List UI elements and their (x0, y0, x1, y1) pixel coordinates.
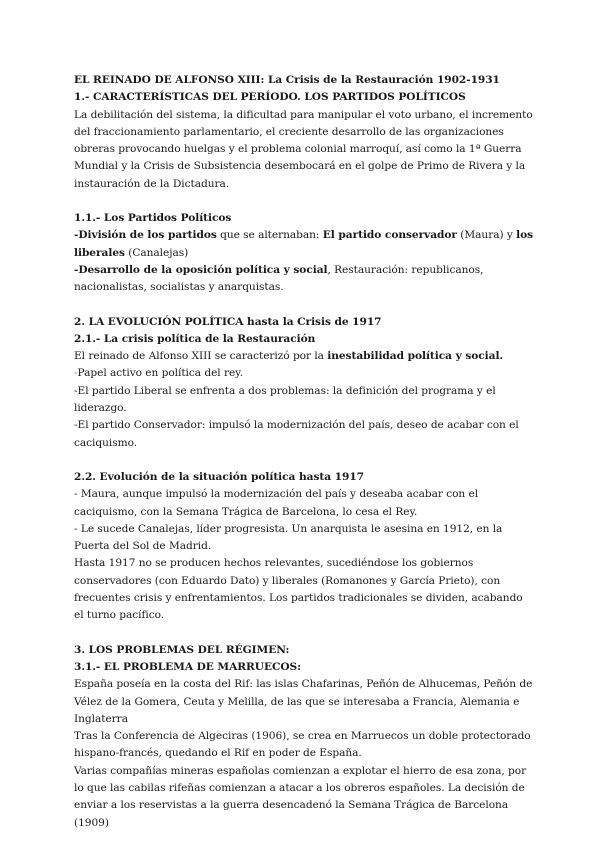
parties-division-text: que se alternaban: (216, 229, 323, 242)
liberal-party-leader: (Canalejas) (124, 246, 189, 259)
rif-possessions-paragraph: España poseía en la costa del Rif: las islas Chafarinas, Peñón de Alhucemas, Peñón de Vélez de la Gomera, Ceuta y Melilla, de las que se interesaba a Francia, Alemania e Inglaterra (74, 678, 533, 725)
spacer (74, 452, 534, 469)
parties-division-label: -División de los partidos (74, 229, 217, 242)
opposition-paragraph (74, 262, 534, 297)
section-1-heading: 1.- CARACTERÍSTICAS DEL PERÍODO. LOS PARTIDOS POLÍTICOS (74, 91, 466, 104)
conservative-party-leader: (Maura) y (456, 229, 517, 242)
list-dash: - (74, 367, 78, 380)
opposition-label: -Desarrollo de la oposición política y social (74, 263, 328, 276)
instability-label: inestabilidad política y social. (327, 350, 504, 363)
algeciras-paragraph: Tras la Conferencia de Algeciras (1906), se crea en Marruecos un doble protectorado hispano-francés, quedando el Rif en poder de España. (74, 730, 531, 760)
document-page (74, 72, 534, 832)
conservative-party-item: -El partido Conservador: impulsó la modernización del país, deseo de acabar con el caciquismo. (74, 419, 519, 449)
spacer (74, 625, 534, 642)
section-1-1-heading: 1.1.- Los Partidos Políticos (74, 212, 232, 225)
king-role-text: Papel activo en política del rey. (77, 367, 244, 380)
section-2-1-heading: 2.1.- La crisis política de la Restauración (74, 332, 316, 345)
section-2-heading: 2. LA EVOLUCIÓN POLÍTICA hasta la Crisis de 1917 (74, 315, 382, 328)
section-1-body: La debilitación del sistema, la dificultad para manipular el voto urbano, el incremento del fraccionamiento parlamentario, el creciente desarrollo de las organizaciones obreras provocando huelgas y el problema colonial marroquí, así como la 1ª Guerra Mundial y la Crisis de Subsistencia desembocará en el golpe de Primo de Rivera y la instauración de la Dictadura. (74, 108, 533, 190)
mining-paragraph: Varias compañías mineras españolas comienzan a explotar el hierro de esa zona, por lo que las cabilas rifeñas comienzan a atacar a los obreros españoles. La decisión de enviar a los reservistas a la guerra desencadenó la Semana Trágica de Barcelona (1909) (74, 764, 527, 829)
liberal-party-label: los liberales (74, 229, 534, 259)
section-3-heading: 3. LOS PROBLEMAS DEL RÉGIMEN: (74, 643, 290, 656)
parties-division-paragraph (74, 227, 534, 262)
canalejas-paragraph: - Le sucede Canalejas, líder progresista. Un anarquista le asesina en 1912, en la Puerta del Sol de Madrid. (74, 522, 503, 553)
opposition-text: , Restauración: republicanos, nacionalistas, socialistas y anarquistas. (74, 263, 484, 294)
liberal-party-item: -El partido Liberal se enfrenta a dos problemas: la definición del programa y el liderazgo. (74, 384, 496, 415)
section-2-2-heading: 2.2. Evolución de la situación política hasta 1917 (74, 470, 364, 483)
spacer (74, 193, 534, 210)
until-1917-paragraph: Hasta 1917 no se producen hechos relevantes, sucediéndose los gobiernos conservadores (con Eduardo Dato) y liberales (Romanones y García Prieto), con frecuentes crisis y enfrentamientos. Los partidos tradicionales se dividen, acabando el turno pacífico. (74, 557, 523, 622)
maura-paragraph: - Maura, aunque impulsó la modernización del país y deseaba acabar con el caciquismo, con la Semana Trágica de Barcelona, lo cesa el Rey. (74, 488, 479, 518)
spacer (74, 297, 534, 314)
conservative-party-label: El partido conservador (322, 229, 457, 242)
reign-intro-paragraph (74, 348, 534, 365)
section-3-1-heading: 3.1.- EL PROBLEMA DE MARRUECOS: (74, 660, 302, 673)
king-role-item (74, 365, 534, 382)
document-title: EL REINADO DE ALFONSO XIII: La Crisis de la Restauración 1902-1931 (74, 74, 500, 86)
reign-intro-text: El reinado de Alfonso XIII se caracterizó por la (74, 350, 328, 363)
